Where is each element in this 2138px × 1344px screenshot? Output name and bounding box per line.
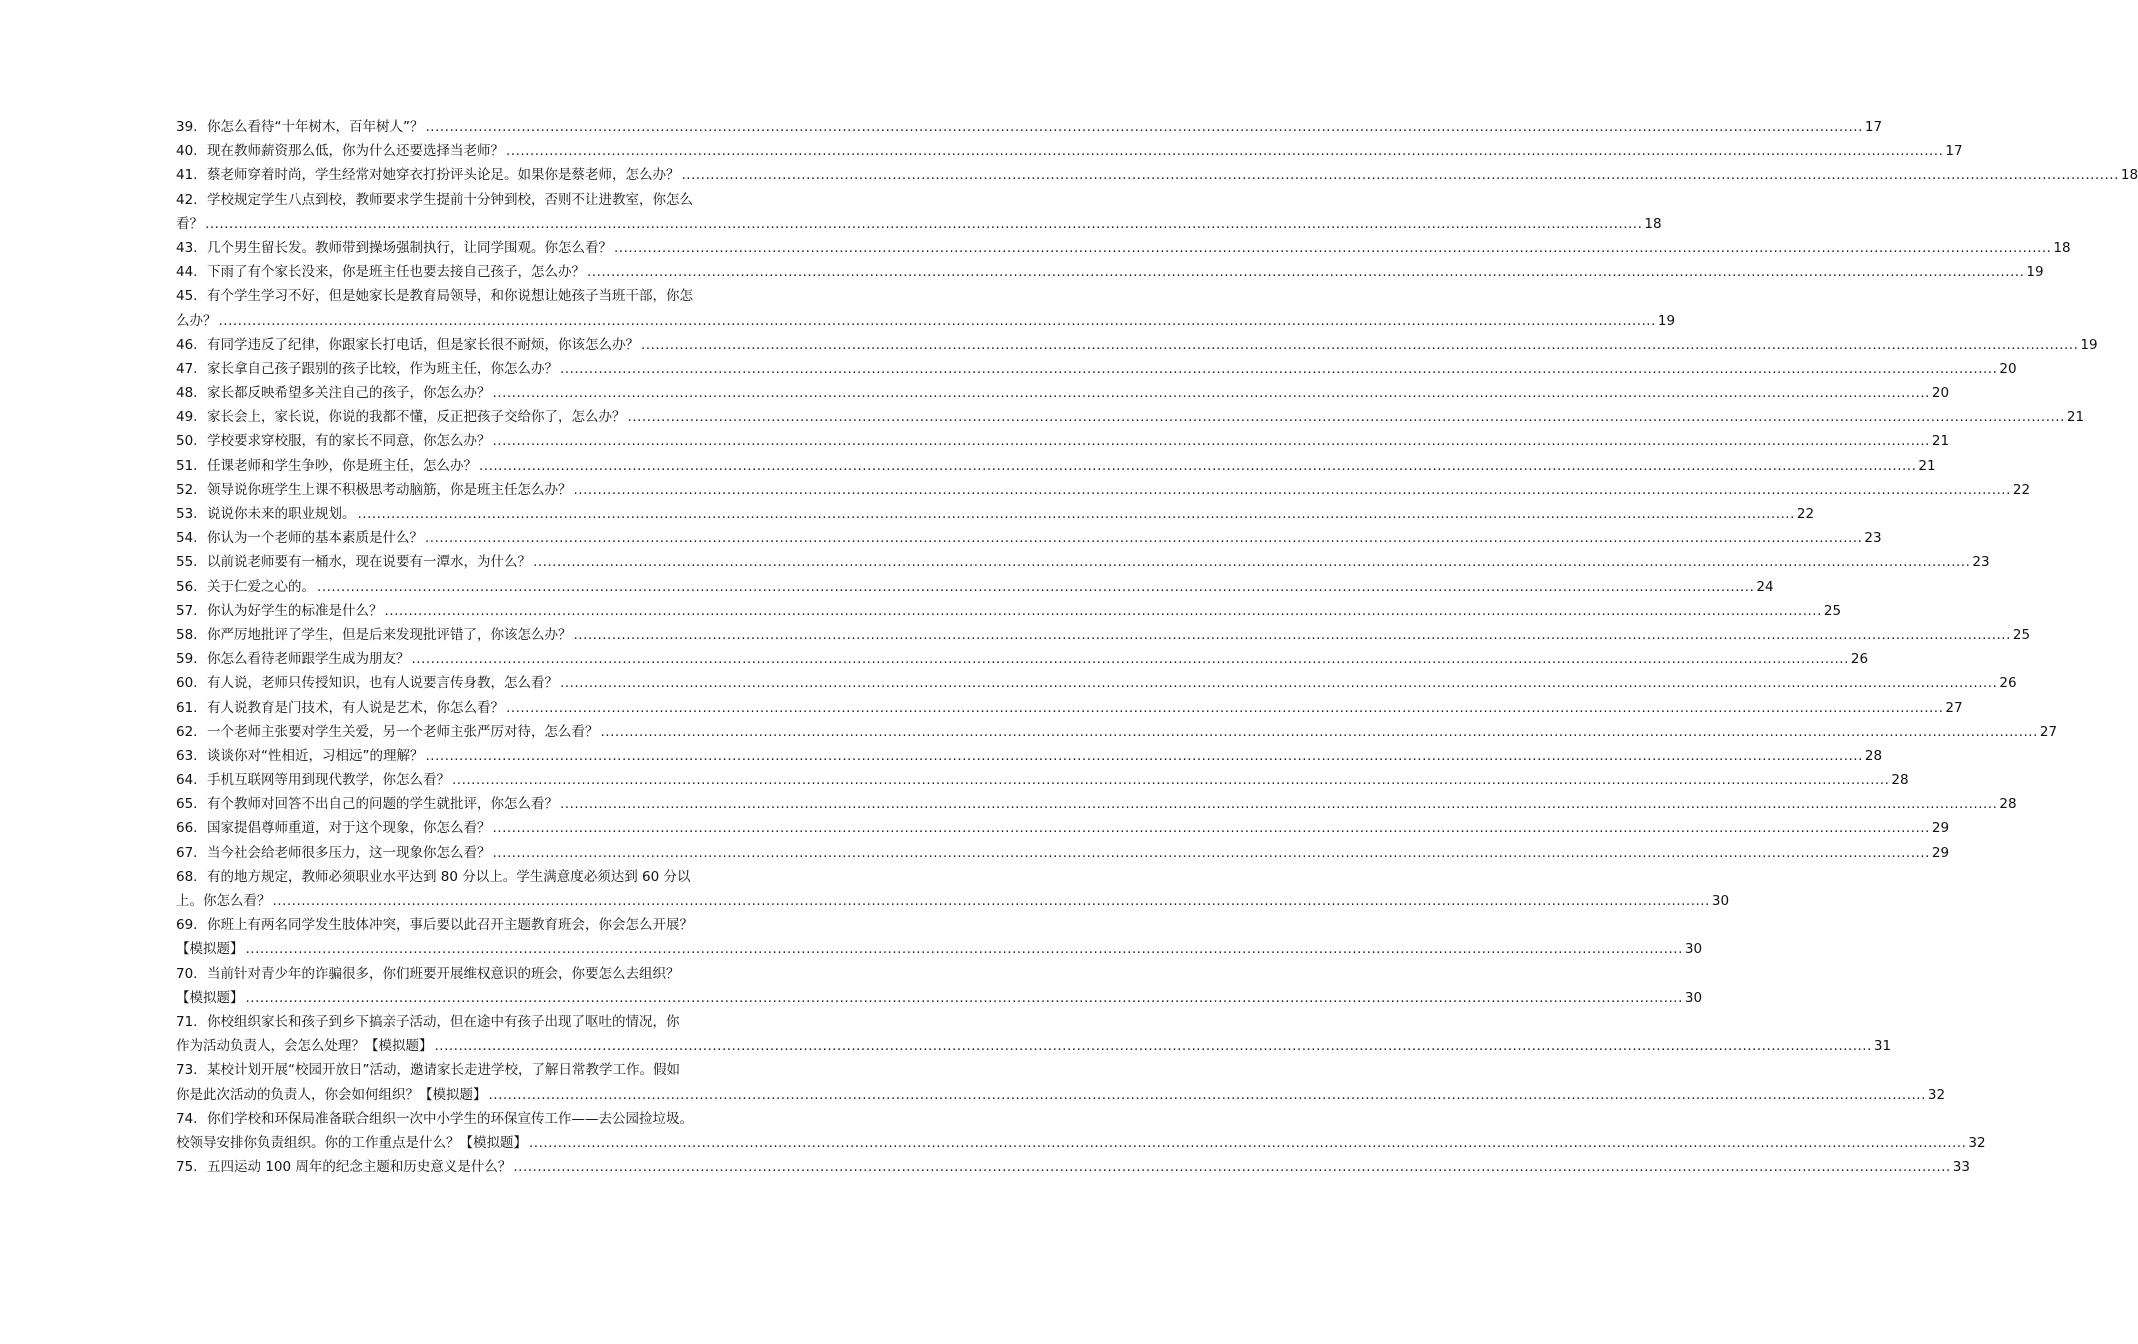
toc-entry[interactable] — [176, 260, 2044, 284]
toc-entry-line — [176, 1010, 808, 1034]
toc-entry-continuation — [176, 1131, 1986, 1155]
toc-dot-leader: ............................................................................................................................................................................................................................................................................................................ — [614, 239, 2052, 256]
toc-entry-line — [176, 647, 1869, 671]
toc-page-number: 29 — [1931, 844, 1950, 861]
toc-entry-number: 46. — [176, 336, 198, 353]
toc-dot-leader: ............................................................................................................................................................................................................................................................................................................ — [479, 457, 1917, 474]
toc-entry[interactable] — [176, 671, 2017, 695]
toc-entry-title: 你认为好学生的标准是什么？ — [207, 602, 383, 619]
toc-entry-number: 61. — [176, 699, 198, 716]
toc-dot-leader: ............................................................................................................................................................................................................................................................................................................ — [573, 481, 2011, 498]
toc-entry[interactable] — [176, 139, 1963, 163]
toc-entry[interactable] — [176, 1010, 1892, 1058]
toc-page-number: 20 — [1931, 385, 1950, 402]
toc-page-number: 19 — [2080, 336, 2098, 353]
toc-entry-title: 校领导安排你负责组织。你的工作重点是什么？【模拟题】 — [176, 1134, 527, 1151]
toc-dot-leader: ............................................................................................................................................................................................................................................................................................................ — [218, 312, 1656, 329]
toc-entry-continuation — [176, 937, 1703, 961]
toc-entry-line — [176, 671, 2017, 695]
toc-entry-title: 你是此次活动的负责人，你会如何组织？【模拟题】 — [176, 1086, 487, 1103]
toc-entry-line — [176, 454, 1936, 478]
toc-entry-title: 领导说你班学生上课不积极思考动脑筋，你是班主任怎么办？ — [207, 481, 572, 498]
toc-entry-line — [176, 913, 808, 937]
toc-entry[interactable] — [176, 599, 1842, 623]
toc-entry-line — [176, 502, 1815, 526]
toc-entry[interactable] — [176, 163, 2138, 187]
toc-entry-number: 49. — [176, 409, 198, 426]
toc-entry-line — [176, 1058, 808, 1082]
toc-entry-number: 42. — [176, 191, 198, 208]
toc-entry-title: 一个老师主张要对学生关爱，另一个老师主张严厉对待，怎么看？ — [207, 723, 599, 740]
toc-dot-leader: ............................................................................................................................................................................................................................................................................................................ — [681, 167, 2119, 184]
toc-dot-leader: ............................................................................................................................................................................................................................................................................................................ — [492, 433, 1930, 450]
toc-dot-leader: ............................................................................................................................................................................................................................................................................................................ — [452, 772, 1890, 789]
toc-entry-number: 73. — [176, 1062, 198, 1079]
toc-page-number: 30 — [1684, 989, 1703, 1006]
toc-entry-number: 53. — [176, 506, 198, 522]
toc-entry-number: 45. — [176, 288, 198, 305]
toc-entry-line — [176, 720, 2058, 744]
toc-entry-title: 学校规定学生八点到校，教师要求学生提前十分钟到校，否则不让进教室，你怎么 — [207, 191, 693, 208]
toc-entry-title: 以前说老师要有一桶水，现在说要有一潭水，为什么？ — [207, 554, 531, 571]
toc-entry[interactable] — [176, 841, 1950, 865]
toc-entry-title: 作为活动负责人，会怎么处理？【模拟题】 — [176, 1038, 433, 1055]
toc-entry-line — [176, 478, 2031, 502]
toc-entry-title: 任课老师和学生争吵，你是班主任，怎么办？ — [207, 457, 477, 474]
toc-dot-leader: ............................................................................................................................................................................................................................................................................................................ — [560, 675, 1998, 692]
toc-entry-title: 现在教师薪资那么低，你为什么还要选择当老师？ — [207, 143, 504, 160]
toc-dot-leader: ............................................................................................................................................................................................................................................................................................................ — [434, 1038, 1872, 1055]
toc-entry-title: 看？ — [176, 215, 203, 232]
toc-dot-leader: ............................................................................................................................................................................................................................................................................................................ — [492, 844, 1930, 861]
toc-entry[interactable] — [176, 744, 1883, 768]
toc-entry-line — [176, 550, 1990, 574]
toc-entry-title: 有人说，老师只传授知识，也有人说要言传身教，怎么看？ — [207, 675, 558, 692]
toc-dot-leader: ............................................................................................................................................................................................................................................................................................................ — [492, 820, 1930, 837]
toc-entry-line — [176, 792, 2017, 816]
toc-entry[interactable] — [176, 623, 2031, 647]
toc-entry-title: 有人说教育是门技术，有人说是艺术，你怎么看？ — [207, 699, 504, 716]
toc-dot-leader: ............................................................................................................................................................................................................................................................................................................ — [245, 941, 1683, 958]
toc-entry-number: 67. — [176, 844, 198, 861]
toc-page-number: 26 — [1999, 675, 2017, 692]
toc-entry-line — [176, 188, 808, 212]
toc-dot-leader: ............................................................................................................................................................................................................................................................................................................ — [641, 336, 2079, 353]
toc-entry-line — [176, 599, 1842, 623]
toc-entry-line — [176, 429, 1950, 453]
toc-entry-line — [176, 284, 808, 308]
toc-entry[interactable] — [176, 696, 1963, 720]
toc-page-number: 30 — [1684, 941, 1703, 958]
toc-entry[interactable] — [176, 1107, 1986, 1155]
toc-entry[interactable] — [176, 526, 1882, 550]
toc-entry[interactable] — [176, 478, 2031, 502]
toc-page-number: 28 — [1864, 747, 1883, 764]
toc-entry[interactable] — [176, 429, 1950, 453]
toc-entry[interactable] — [176, 115, 1883, 139]
toc-entry[interactable] — [176, 1155, 1970, 1179]
toc-entry-title: 你校组织家长和孩子到乡下搞亲子活动，但在途中有孩子出现了呕吐的情况，你 — [207, 1013, 680, 1030]
toc-page-number: 23 — [1864, 530, 1882, 547]
toc-entry-title: 你严厉地批评了学生，但是后来发现批评错了，你该怎么办？ — [207, 626, 572, 643]
toc-page-number: 33 — [1952, 1159, 1970, 1176]
toc-page-number: 19 — [2026, 264, 2044, 281]
toc-entry-line — [176, 381, 1950, 405]
toc-dot-leader: ............................................................................................................................................................................................................................................................................................................ — [506, 699, 1944, 716]
toc-entry[interactable] — [176, 454, 1936, 478]
toc-page-number: 22 — [1796, 506, 1815, 522]
toc-entry[interactable] — [176, 284, 1676, 332]
toc-dot-leader: ............................................................................................................................................................................................................................................................................................................ — [384, 602, 1822, 619]
toc-page-number: 28 — [1891, 772, 1909, 789]
toc-entry-title: 家长会上，家长说，你说的我都不懂，反正把孩子交给你了，怎么办？ — [207, 409, 626, 426]
toc-entry-number: 62. — [176, 723, 198, 740]
toc-entry-number: 56. — [176, 578, 198, 595]
toc-entry-title: 五四运动 100 周年的纪念主题和历史意义是什么？ — [207, 1159, 512, 1176]
toc-entry[interactable] — [176, 913, 1703, 961]
toc-entry-line — [176, 962, 808, 986]
toc-entry[interactable] — [176, 816, 1950, 840]
toc-dot-leader: ............................................................................................................................................................................................................................................................................................................ — [488, 1086, 1926, 1103]
toc-dot-leader: ............................................................................................................................................................................................................................................................................................................ — [560, 360, 1998, 377]
toc-entry-line — [176, 139, 1963, 163]
toc-entry-continuation — [176, 309, 1676, 333]
toc-entry[interactable] — [176, 333, 2098, 357]
toc-page-number: 31 — [1873, 1038, 1892, 1055]
toc-entry[interactable] — [176, 865, 1730, 913]
toc-entry-number: 52. — [176, 481, 198, 498]
toc-entry[interactable] — [176, 575, 1774, 599]
toc-entry-continuation — [176, 212, 1662, 236]
toc-entry-line — [176, 115, 1883, 139]
toc-page-number: 19 — [1657, 312, 1676, 329]
toc-entry-title: 说说你未来的职业规划。 — [207, 506, 356, 522]
toc-entry-continuation — [176, 986, 1703, 1010]
toc-page-number: 32 — [1968, 1134, 1986, 1151]
toc-entry-number: 60. — [176, 675, 198, 692]
toc-entry-number: 39. — [176, 119, 198, 135]
toc-entry-title: 有个教师对回答不出自己的问题的学生就批评，你怎么看？ — [207, 796, 558, 813]
toc-entry[interactable] — [176, 1058, 1946, 1106]
toc-dot-leader: ............................................................................................................................................................................................................................................................................................................ — [533, 554, 1971, 571]
toc-dot-leader: ............................................................................................................................................................................................................................................................................................................ — [627, 409, 2065, 426]
toc-entry-title: 你怎么看待“十年树木，百年树人”？ — [207, 119, 424, 135]
toc-entry-line — [176, 236, 2071, 260]
toc-entry-continuation — [176, 1083, 1946, 1107]
toc-dot-leader: ............................................................................................................................................................................................................................................................................................................ — [317, 578, 1755, 595]
toc-page-number: 18 — [2120, 167, 2138, 184]
toc-entry[interactable] — [176, 236, 2071, 260]
toc-dot-leader: ............................................................................................................................................................................................................................................................................................................ — [587, 264, 2025, 281]
toc-entry-number: 68. — [176, 868, 198, 885]
toc-dot-leader: ............................................................................................................................................................................................................................................................................................................ — [560, 796, 1998, 813]
toc-dot-leader: ............................................................................................................................................................................................................................................................................................................ — [506, 143, 1944, 160]
toc-entry-line — [176, 816, 1950, 840]
toc-page-number: 27 — [2039, 723, 2058, 740]
toc-page-number: 23 — [1972, 554, 1990, 571]
toc-entry-number: 51. — [176, 457, 198, 474]
table-of-contents — [176, 115, 2138, 1179]
toc-page-number: 22 — [2012, 481, 2031, 498]
toc-entry[interactable] — [176, 792, 2017, 816]
toc-entry-number: 58. — [176, 626, 198, 643]
toc-entry-number: 47. — [176, 360, 198, 377]
toc-entry-title: 你怎么看待老师跟学生成为朋友？ — [207, 651, 410, 668]
toc-page-number: 18 — [1644, 215, 1662, 232]
toc-entry[interactable] — [176, 357, 2017, 381]
toc-entry-title: 手机互联网等用到现代教学，你怎么看？ — [207, 772, 450, 789]
toc-entry-number: 50. — [176, 433, 198, 450]
toc-entry[interactable] — [176, 188, 1662, 236]
toc-entry-title: 蔡老师穿着时尚，学生经常对她穿衣打扮评头论足。如果你是蔡老师，怎么办？ — [207, 167, 680, 184]
toc-page-number: 18 — [2053, 239, 2071, 256]
toc-page-number: 21 — [2066, 409, 2085, 426]
toc-dot-leader: ............................................................................................................................................................................................................................................................................................................ — [425, 119, 1863, 135]
toc-entry-title: 当今社会给老师很多压力，这一现象你怎么看？ — [207, 844, 491, 861]
toc-entry-number: 75. — [176, 1159, 198, 1176]
toc-entry-title: 某校计划开展“校园开放日”活动，邀请家长走进学校，了解日常教学工作。假如 — [207, 1062, 680, 1079]
toc-entry-title: 关于仁爱之心的。 — [207, 578, 315, 595]
toc-page-number: 29 — [1931, 820, 1950, 837]
toc-entry-line — [176, 260, 2044, 284]
toc-entry-title: 几个男生留长发。教师带到操场强制执行，让同学围观。你怎么看？ — [207, 239, 612, 256]
toc-entry-line — [176, 1155, 1970, 1179]
toc-page-number: 21 — [1918, 457, 1936, 474]
toc-page-number: 24 — [1756, 578, 1774, 595]
toc-entry-title: 国家提倡尊师重道，对于这个现象，你怎么看？ — [207, 820, 491, 837]
toc-entry[interactable] — [176, 647, 1869, 671]
toc-entry-line — [176, 1107, 808, 1131]
toc-entry-line — [176, 744, 1883, 768]
toc-entry-title: 谈谈你对“性相近，习相远”的理解？ — [207, 747, 424, 764]
toc-entry-number: 43. — [176, 239, 198, 256]
toc-entry-number: 48. — [176, 385, 198, 402]
toc-entry-title: 【模拟题】 — [176, 989, 244, 1006]
toc-entry[interactable] — [176, 768, 1909, 792]
toc-entry-continuation — [176, 1034, 1892, 1058]
toc-page-number: 26 — [1850, 651, 1869, 668]
toc-page-number: 25 — [2012, 626, 2031, 643]
toc-dot-leader: ............................................................................................................................................................................................................................................................................................................ — [357, 506, 1795, 522]
toc-entry-number: 71. — [176, 1013, 198, 1030]
toc-entry-number: 59. — [176, 651, 198, 668]
toc-dot-leader: ............................................................................................................................................................................................................................................................................................................ — [573, 626, 2011, 643]
toc-dot-leader: ............................................................................................................................................................................................................................................................................................................ — [425, 747, 1863, 764]
toc-page-number: 30 — [1711, 893, 1730, 909]
toc-entry-title: 家长拿自己孩子跟别的孩子比较，作为班主任，你怎么办？ — [207, 360, 558, 377]
toc-dot-leader: ............................................................................................................................................................................................................................................................................................................ — [205, 215, 1643, 232]
toc-entry[interactable] — [176, 550, 1990, 574]
toc-entry-line — [176, 526, 1882, 550]
toc-entry-line — [176, 696, 1963, 720]
toc-entry[interactable] — [176, 502, 1815, 526]
toc-page-number: 28 — [1999, 796, 2017, 813]
toc-entry-number: 54. — [176, 530, 198, 547]
toc-entry-number: 41. — [176, 167, 198, 184]
toc-entry-continuation — [176, 889, 1730, 913]
toc-entry-title: 有个学生学习不好，但是她家长是教育局领导，和你说想让她孩子当班干部，你怎 — [207, 288, 693, 305]
toc-entry-number: 63. — [176, 747, 198, 764]
toc-entry-number: 55. — [176, 554, 198, 571]
toc-page-number: 32 — [1927, 1086, 1946, 1103]
toc-entry-title: 么办？ — [176, 312, 217, 329]
toc-entry-title: 【模拟题】 — [176, 941, 244, 958]
toc-entry-line — [176, 357, 2017, 381]
toc-dot-leader: ............................................................................................................................................................................................................................................................................................................ — [492, 385, 1930, 402]
toc-page-number: 20 — [1999, 360, 2017, 377]
toc-entry[interactable] — [176, 381, 1950, 405]
toc-entry[interactable] — [176, 720, 2058, 744]
toc-entry-line — [176, 623, 2031, 647]
toc-dot-leader: ............................................................................................................................................................................................................................................................................................................ — [600, 723, 2038, 740]
toc-entry-title: 上。你怎么看？ — [176, 893, 271, 909]
toc-entry-line — [176, 163, 2138, 187]
toc-entry-number: 74. — [176, 1110, 198, 1127]
toc-entry-number: 64. — [176, 772, 198, 789]
toc-entry-title: 你班上有两名同学发生肢体冲突，事后要以此召开主题教育班会，你会怎么开展？ — [207, 917, 693, 934]
toc-entry-title: 你认为一个老师的基本素质是什么？ — [207, 530, 423, 547]
toc-page-number: 27 — [1945, 699, 1963, 716]
toc-dot-leader: ............................................................................................................................................................................................................................................................................................................ — [425, 530, 1863, 547]
toc-entry-title: 家长都反映希望多关注自己的孩子，你怎么办？ — [207, 385, 491, 402]
toc-entry-line — [176, 333, 2098, 357]
toc-entry-line — [176, 405, 2085, 429]
toc-entry-title: 有的地方规定，教师必须职业水平达到 80 分以上。学生满意度必须达到 60 分以 — [207, 868, 691, 885]
toc-entry-line — [176, 768, 1909, 792]
toc-entry-number: 66. — [176, 820, 198, 837]
toc-dot-leader: ............................................................................................................................................................................................................................................................................................................ — [272, 893, 1710, 909]
toc-entry-title: 有同学违反了纪律，你跟家长打电话，但是家长很不耐烦，你该怎么办？ — [207, 336, 639, 353]
toc-page-number: 25 — [1823, 602, 1842, 619]
toc-page-number: 21 — [1931, 433, 1950, 450]
toc-dot-leader: ............................................................................................................................................................................................................................................................................................................ — [245, 989, 1683, 1006]
toc-entry-number: 57. — [176, 602, 198, 619]
toc-entry-number: 70. — [176, 965, 198, 982]
toc-entry[interactable] — [176, 962, 1703, 1010]
toc-entry-title: 学校要求穿校服，有的家长不同意，你怎么办？ — [207, 433, 491, 450]
toc-entry-title: 你们学校和环保局准备联合组织一次中小学生的环保宣传工作——去公园捡垃圾。 — [207, 1110, 693, 1127]
toc-entry-line — [176, 865, 808, 889]
toc-entry-number: 65. — [176, 796, 198, 813]
toc-entry-number: 40. — [176, 143, 198, 160]
toc-dot-leader: ............................................................................................................................................................................................................................................................................................................ — [529, 1134, 1967, 1151]
toc-entry-title: 当前针对青少年的诈骗很多，你们班要开展维权意识的班会，你要怎么去组织？ — [207, 965, 680, 982]
toc-entry-number: 69. — [176, 917, 198, 934]
toc-page-number: 17 — [1864, 119, 1883, 135]
toc-page-number: 17 — [1945, 143, 1963, 160]
toc-entry[interactable] — [176, 405, 2085, 429]
toc-dot-leader: ............................................................................................................................................................................................................................................................................................................ — [513, 1159, 1951, 1176]
toc-entry-line — [176, 841, 1950, 865]
toc-entry-line — [176, 575, 1774, 599]
toc-dot-leader: ............................................................................................................................................................................................................................................................................................................ — [411, 651, 1849, 668]
toc-entry-title: 下雨了有个家长没来，你是班主任也要去接自己孩子，怎么办？ — [207, 264, 585, 281]
toc-entry-number: 44. — [176, 264, 198, 281]
